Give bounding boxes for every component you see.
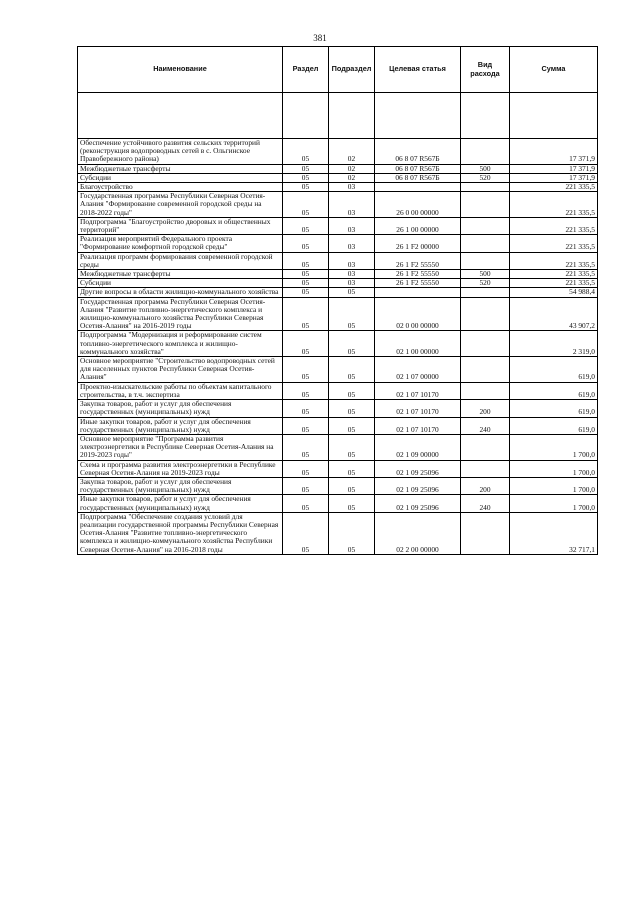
cell-name: Основное мероприятие "Программа развития электроэнергетики в Республике Северная Осетия-Алания на 2019-2023 годы": [78, 434, 283, 460]
cell-sum: 619,0: [510, 417, 598, 434]
table-row: [78, 357, 598, 383]
cell-expense-type: 240: [461, 495, 510, 512]
cell-subsection: 02: [329, 173, 375, 182]
cell-target: 26 1 F2 55550: [375, 279, 461, 288]
cell-expense-type: [461, 512, 510, 554]
cell-section: 05: [283, 139, 329, 165]
budget-table: [77, 46, 598, 555]
cell-expense-type: 200: [461, 477, 510, 494]
cell-sum: 43 907,2: [510, 297, 598, 331]
table-row: [78, 382, 598, 399]
cell-name: Обеспечение устойчивого развития сельских территорий (реконструкция водопроводных сетей в с. Ольгинское Правобережного района): [78, 139, 283, 165]
table-row: [78, 164, 598, 173]
cell-section: 05: [283, 434, 329, 460]
cell-target: 02 2 00 00000: [375, 512, 461, 554]
cell-target: 02 1 09 25096: [375, 477, 461, 494]
table-row: [78, 297, 598, 331]
cell-subsection: 05: [329, 434, 375, 460]
table-row: [78, 139, 598, 165]
header-sum: Сумма: [510, 47, 598, 93]
cell-expense-type: [461, 183, 510, 192]
cell-target: 02 1 09 00000: [375, 434, 461, 460]
cell-target: 26 1 F2 55550: [375, 270, 461, 279]
empty-row: [78, 93, 598, 139]
header-expense-type: Вид расхода: [461, 47, 510, 93]
cell-subsection: 05: [329, 382, 375, 399]
cell-name: Подпрограмма "Благоустройство дворовых и общественных территорий": [78, 217, 283, 234]
cell-expense-type: [461, 460, 510, 477]
cell-subsection: 02: [329, 164, 375, 173]
cell-sum: 221 335,5: [510, 192, 598, 218]
cell-name: Подпрограмма "Модернизация и реформирование систем топливно-энергетического комплекса и жилищно-коммунального хозяйства": [78, 331, 283, 357]
cell-sum: 54 988,4: [510, 288, 598, 297]
cell-name: Подпрограмма "Обеспечение создания условий для реализации государственной программы Республики Северная Осетия-Алания "Развитие топливно-энергетического комплекса и жилищно-коммунального хозяйства Республики Северная Осетия-Алания" на 2016-2018 годы: [78, 512, 283, 554]
table-row: [78, 512, 598, 554]
cell-name: Государственная программа Республики Северная Осетия-Алания "Формирование современной городской среды на 2018-2022 годы": [78, 192, 283, 218]
cell-expense-type: [461, 331, 510, 357]
cell-name: Государственная программа Республики Северная Осетия-Алания "Развитие топливно-энергетического комплекса и жилищно-коммунального хозяйства Республики Северная Осетия-Алания" на 2016-2019 годы: [78, 297, 283, 331]
cell-sum: 619,0: [510, 400, 598, 417]
cell-expense-type: [461, 297, 510, 331]
cell-sum: 32 717,1: [510, 512, 598, 554]
cell-section: 05: [283, 417, 329, 434]
cell-name: Иные закупки товаров, работ и услуг для обеспечения государственных (муниципальных) нужд: [78, 417, 283, 434]
cell-section: 05: [283, 288, 329, 297]
table-row: [78, 192, 598, 218]
header-subsection: Подраздел: [329, 47, 375, 93]
cell-section: 05: [283, 252, 329, 269]
cell-subsection: 05: [329, 417, 375, 434]
cell-name: Закупка товаров, работ и услуг для обеспечения государственных (муниципальных) нужд: [78, 477, 283, 494]
header-section: Раздел: [283, 47, 329, 93]
table-row: [78, 460, 598, 477]
cell-section: 05: [283, 495, 329, 512]
cell-name: Проектно-изыскательские работы по объектам капитального строительства, в т.ч. экспертиза: [78, 382, 283, 399]
cell-sum: 619,0: [510, 357, 598, 383]
cell-section: 05: [283, 217, 329, 234]
table-row: [78, 235, 598, 252]
table-header-row: [78, 47, 598, 93]
cell-sum: 17 371,9: [510, 164, 598, 173]
cell-expense-type: 520: [461, 173, 510, 182]
cell-expense-type: [461, 382, 510, 399]
table-row: [78, 252, 598, 269]
cell-target: 02 1 07 10170: [375, 382, 461, 399]
cell-name: Другие вопросы в области жилищно-коммунального хозяйства: [78, 288, 283, 297]
table-row: [78, 331, 598, 357]
table-row: [78, 417, 598, 434]
cell-sum: 221 335,5: [510, 270, 598, 279]
cell-subsection: 03: [329, 192, 375, 218]
cell-target: 02 0 00 00000: [375, 297, 461, 331]
cell-target: [375, 183, 461, 192]
cell-section: 05: [283, 331, 329, 357]
cell-section: 05: [283, 183, 329, 192]
table-row: [78, 217, 598, 234]
cell-target: 06 8 07 R567Б: [375, 139, 461, 165]
cell-section: 05: [283, 460, 329, 477]
cell-name: Иные закупки товаров, работ и услуг для обеспечения государственных (муниципальных) нужд: [78, 495, 283, 512]
cell-target: 02 1 09 25096: [375, 495, 461, 512]
cell-sum: 1 700,0: [510, 434, 598, 460]
cell-sum: 17 371,9: [510, 139, 598, 165]
cell-name: Реализация программ формирования современной городской среды: [78, 252, 283, 269]
header-name: Наименование: [78, 47, 283, 93]
cell-name: Межбюджетные трансферты: [78, 270, 283, 279]
cell-target: 06 8 07 R567Б: [375, 173, 461, 182]
cell-target: 26 1 F2 00000: [375, 235, 461, 252]
cell-name: Закупка товаров, работ и услуг для обеспечения государственных (муниципальных) нужд: [78, 400, 283, 417]
cell-section: 05: [283, 270, 329, 279]
cell-subsection: 03: [329, 235, 375, 252]
cell-target: 26 0 00 00000: [375, 192, 461, 218]
cell-expense-type: 240: [461, 417, 510, 434]
table-row: [78, 434, 598, 460]
table-row: [78, 477, 598, 494]
cell-section: 05: [283, 279, 329, 288]
cell-expense-type: 500: [461, 270, 510, 279]
cell-section: 05: [283, 173, 329, 182]
cell-expense-type: [461, 288, 510, 297]
cell-target: 26 1 F2 55550: [375, 252, 461, 269]
cell-name: Благоустройство: [78, 183, 283, 192]
cell-section: 05: [283, 192, 329, 218]
cell-subsection: 03: [329, 217, 375, 234]
cell-sum: 221 335,5: [510, 217, 598, 234]
cell-expense-type: [461, 235, 510, 252]
cell-expense-type: [461, 139, 510, 165]
cell-name: Межбюджетные трансферты: [78, 164, 283, 173]
cell-expense-type: 520: [461, 279, 510, 288]
cell-target: 02 1 07 10170: [375, 417, 461, 434]
cell-subsection: 02: [329, 139, 375, 165]
cell-subsection: 05: [329, 460, 375, 477]
cell-name: Схема и программа развития электроэнергетики в Республике Северная Осетия-Алания на 2019-2023 годы: [78, 460, 283, 477]
header-target: Целевая статья: [375, 47, 461, 93]
table-row: [78, 400, 598, 417]
cell-subsection: 03: [329, 252, 375, 269]
cell-sum: 221 335,5: [510, 183, 598, 192]
cell-section: 05: [283, 477, 329, 494]
cell-sum: 1 700,0: [510, 495, 598, 512]
cell-subsection: 05: [329, 512, 375, 554]
table-row: [78, 288, 598, 297]
cell-subsection: 05: [329, 288, 375, 297]
cell-expense-type: [461, 434, 510, 460]
cell-subsection: 05: [329, 400, 375, 417]
cell-section: 05: [283, 235, 329, 252]
cell-subsection: 05: [329, 331, 375, 357]
cell-target: [375, 288, 461, 297]
cell-section: 05: [283, 382, 329, 399]
cell-section: 05: [283, 400, 329, 417]
table-row: [78, 495, 598, 512]
cell-expense-type: [461, 192, 510, 218]
cell-expense-type: 200: [461, 400, 510, 417]
cell-sum: 1 700,0: [510, 460, 598, 477]
cell-sum: 619,0: [510, 382, 598, 399]
cell-section: 05: [283, 297, 329, 331]
cell-subsection: 05: [329, 357, 375, 383]
cell-target: 26 1 00 00000: [375, 217, 461, 234]
cell-subsection: 03: [329, 279, 375, 288]
cell-subsection: 05: [329, 495, 375, 512]
cell-section: 05: [283, 357, 329, 383]
cell-expense-type: 500: [461, 164, 510, 173]
table-row: [78, 173, 598, 182]
cell-sum: 221 335,5: [510, 279, 598, 288]
cell-target: 02 1 09 25096: [375, 460, 461, 477]
page-number: 381: [313, 33, 327, 43]
cell-name: Реализация мероприятий Федерального проекта "Формирование комфортной городской среды": [78, 235, 283, 252]
cell-expense-type: [461, 357, 510, 383]
cell-subsection: 03: [329, 183, 375, 192]
cell-section: 05: [283, 164, 329, 173]
cell-sum: 17 371,9: [510, 173, 598, 182]
cell-expense-type: [461, 252, 510, 269]
table-row: [78, 270, 598, 279]
cell-subsection: 05: [329, 477, 375, 494]
cell-section: 05: [283, 512, 329, 554]
cell-name: Субсидии: [78, 279, 283, 288]
cell-expense-type: [461, 217, 510, 234]
cell-target: 02 1 07 10170: [375, 400, 461, 417]
cell-sum: 221 335,5: [510, 235, 598, 252]
cell-sum: 2 319,0: [510, 331, 598, 357]
cell-target: 02 1 07 00000: [375, 357, 461, 383]
cell-target: 02 1 00 00000: [375, 331, 461, 357]
cell-name: Основное мероприятие "Строительство водопроводных сетей для населенных пунктов Республики Северная Осетия-Алания": [78, 357, 283, 383]
cell-target: 06 8 07 R567Б: [375, 164, 461, 173]
cell-name: Субсидии: [78, 173, 283, 182]
cell-sum: 1 700,0: [510, 477, 598, 494]
cell-subsection: 05: [329, 297, 375, 331]
cell-sum: 221 335,5: [510, 252, 598, 269]
cell-subsection: 03: [329, 270, 375, 279]
